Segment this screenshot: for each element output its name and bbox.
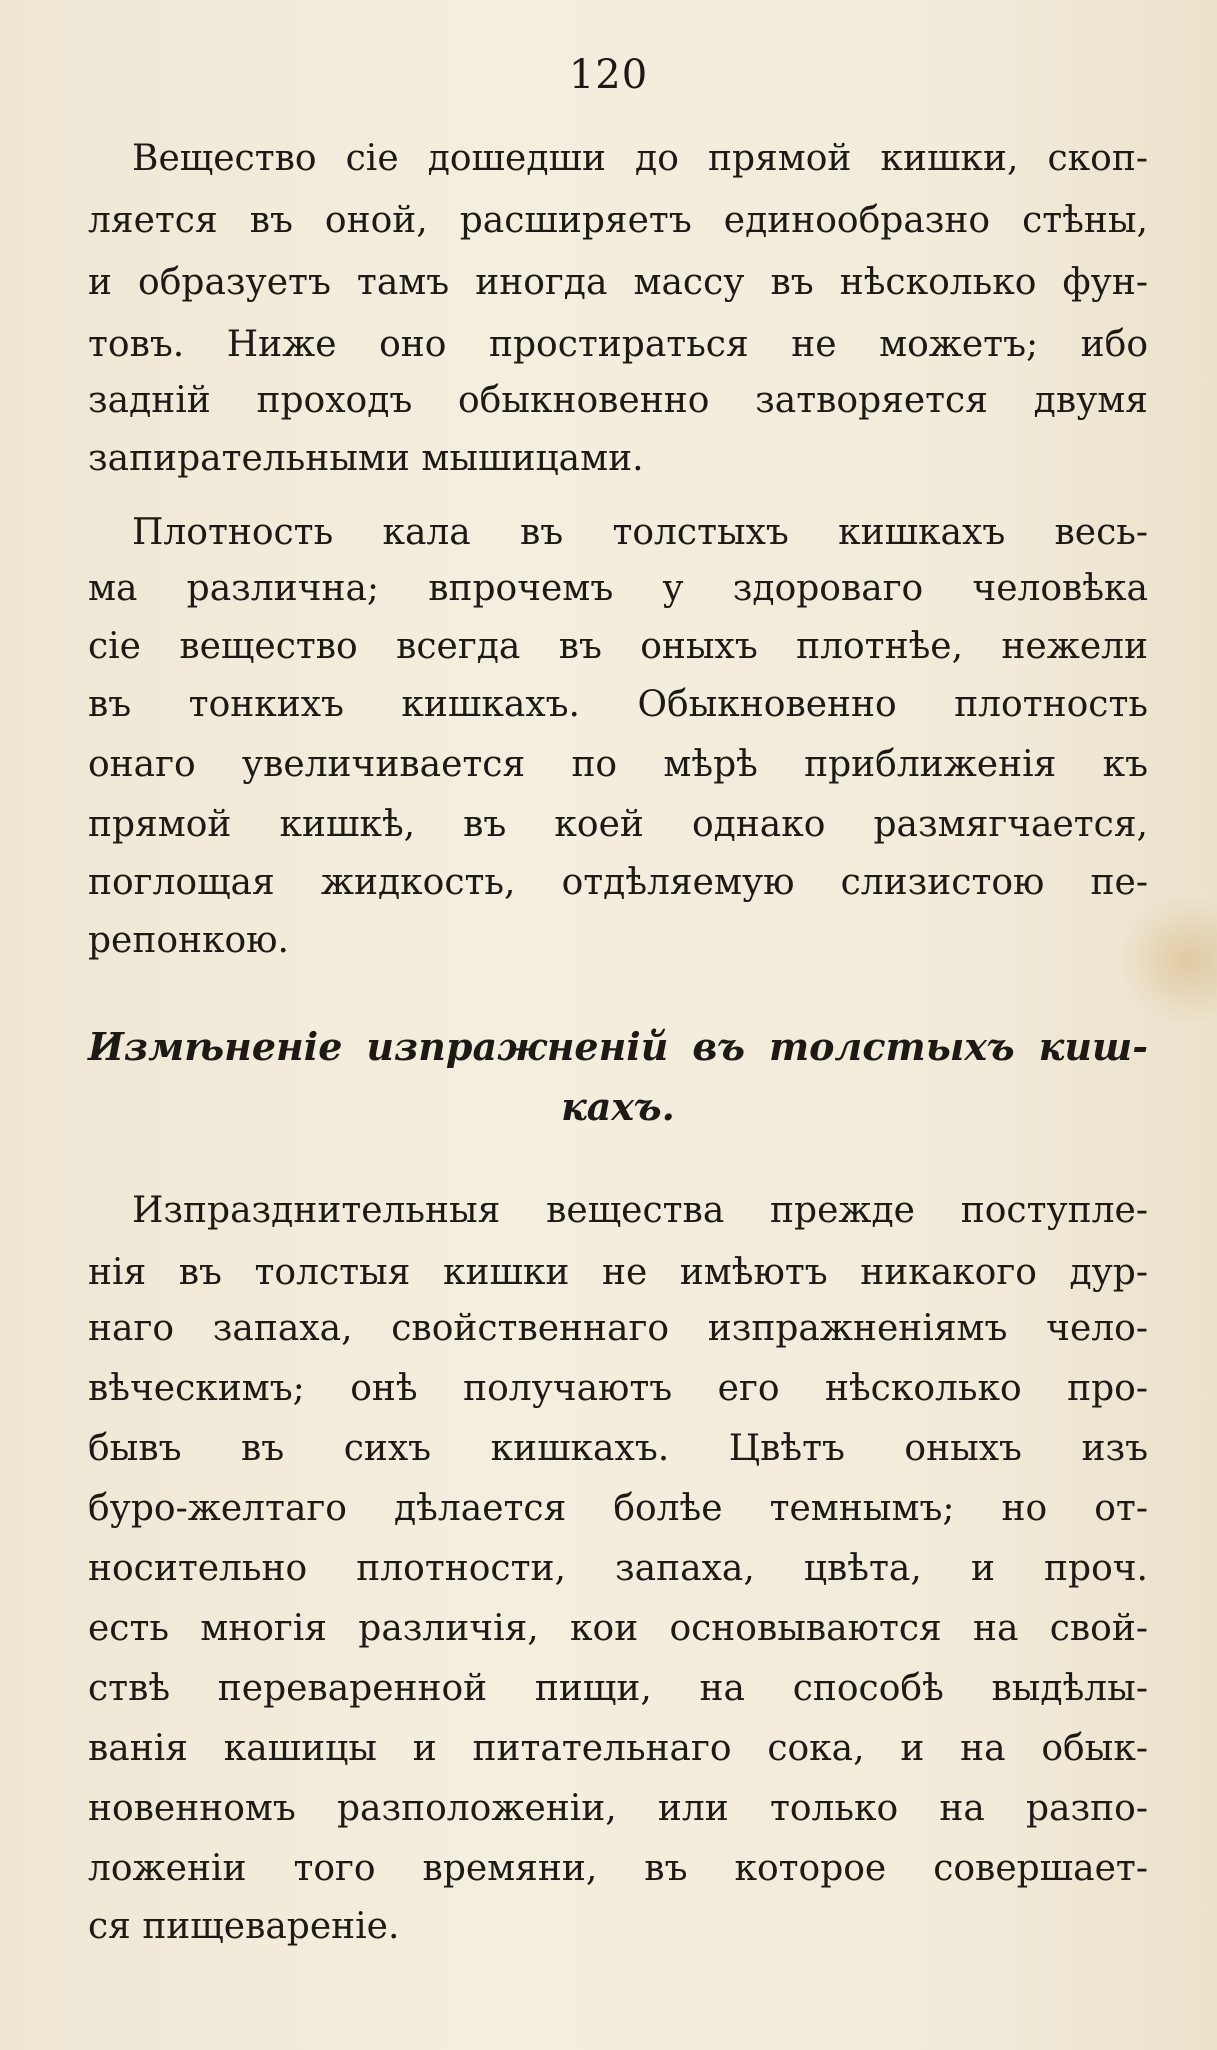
text-line: прямой кишкѣ, въ коей однако размягчается, bbox=[88, 804, 1148, 845]
text-line: буро-желтаго дѣлается болѣе темнымъ; но от- bbox=[88, 1488, 1148, 1529]
text-line: и образуетъ тамъ иногда массу въ нѣсколько фун- bbox=[88, 262, 1148, 303]
text-line: ма различна; впрочемъ у здороваго человѣка bbox=[88, 568, 1148, 609]
text-line: нія въ толстыя кишки не имѣютъ никакого дур- bbox=[88, 1252, 1148, 1293]
text-line: запирательными мышицами. bbox=[88, 438, 644, 479]
text-line: носительно плотности, запаха, цвѣта, и проч. bbox=[88, 1548, 1148, 1589]
text-line: репонкою. bbox=[88, 920, 289, 961]
text-line: есть многія различія, кои основываются на свой- bbox=[88, 1608, 1148, 1649]
text-line: ствѣ переваренной пищи, на способѣ выдѣлы- bbox=[88, 1668, 1148, 1709]
section-heading: Измѣненіе изпражненій въ толстыхъ киш- bbox=[88, 1024, 1148, 1069]
text-line: поглощая жидкость, отдѣляемую слизистою пе- bbox=[88, 862, 1148, 903]
text-line: сіе вещество всегда въ оныхъ плотнѣе, нежели bbox=[88, 626, 1148, 667]
text-line: наго запаха, свойственнаго изпражненіямъ чело- bbox=[88, 1308, 1148, 1349]
text-line: вѣческимъ; онѣ получаютъ его нѣсколько про- bbox=[88, 1368, 1148, 1409]
text-line: новенномъ разположеніи, или только на разпо- bbox=[88, 1788, 1148, 1829]
section-heading-continued: кахъ. bbox=[561, 1084, 675, 1129]
text-line: бывъ въ сихъ кишкахъ. Цвѣтъ оныхъ изъ bbox=[88, 1428, 1148, 1469]
text-line: онаго увеличивается по мѣрѣ приближенія къ bbox=[88, 744, 1148, 785]
text-line: задній проходъ обыкновенно затворяется двумя bbox=[88, 380, 1148, 421]
text-line: Изпразднительныя вещества прежде поступле- bbox=[132, 1190, 1148, 1231]
text-line: ляется въ оной, расширяетъ единообразно стѣны, bbox=[88, 200, 1148, 241]
text-line: ванія кашицы и питательнаго сока, и на обык- bbox=[88, 1728, 1148, 1769]
text-line: въ тонкихъ кишкахъ. Обыкновенно плотность bbox=[88, 684, 1148, 725]
text-line: ся пищевареніе. bbox=[88, 1906, 400, 1947]
text-line: товъ. Ниже оно простираться не можетъ; ибо bbox=[88, 324, 1148, 365]
text-line: ложеніи того времяни, въ которое совершает- bbox=[88, 1848, 1148, 1889]
text-line: Вещество сіе дошедши до прямой кишки, скоп- bbox=[132, 138, 1148, 179]
page-number: 120 bbox=[568, 52, 649, 98]
text-line: Плотность кала въ толстыхъ кишкахъ весь- bbox=[132, 512, 1148, 553]
